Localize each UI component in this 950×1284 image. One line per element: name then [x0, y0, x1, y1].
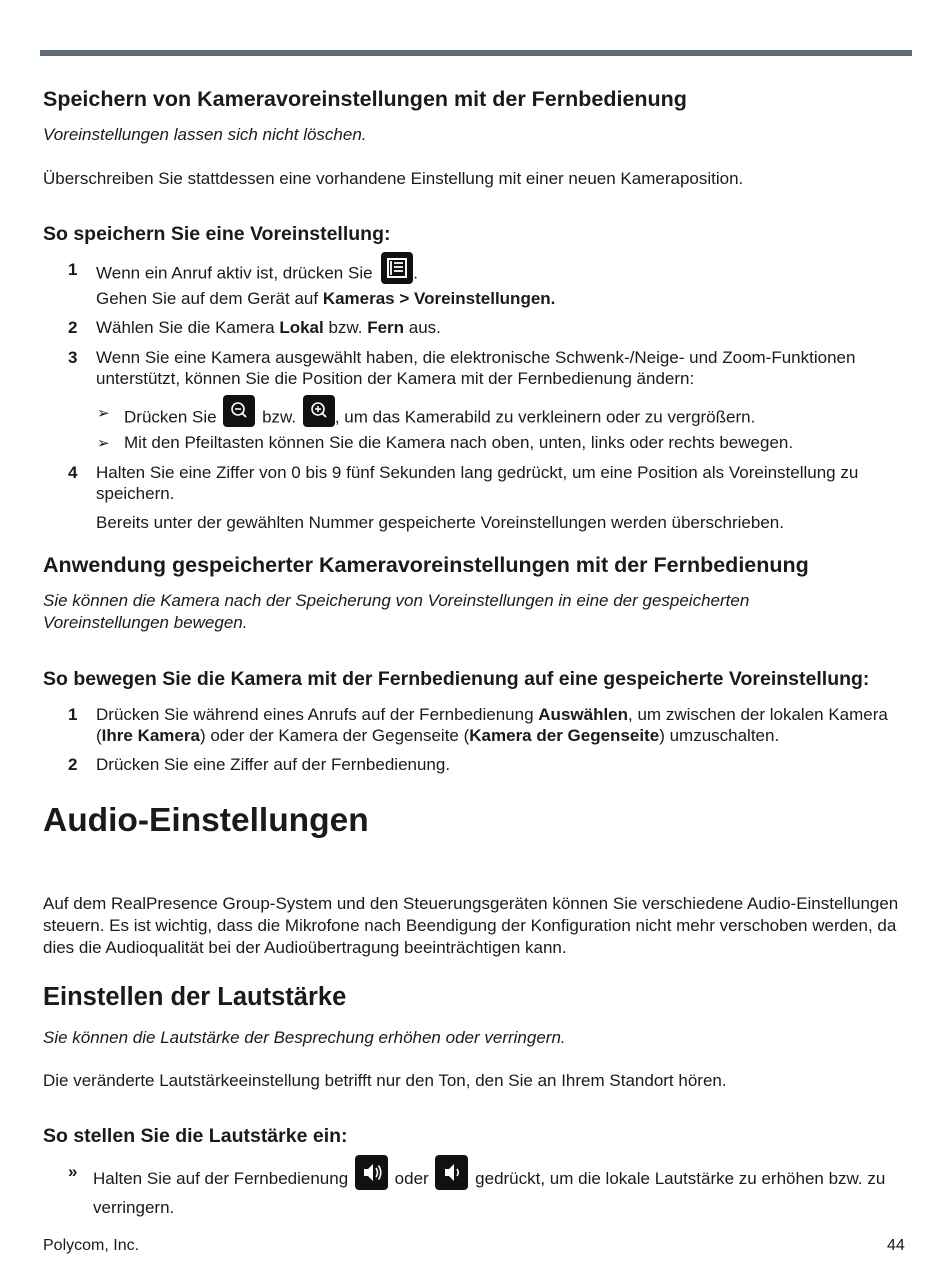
zoom-out-key-icon: [223, 395, 255, 427]
header-rule: [40, 50, 912, 56]
step-text: [96, 317, 441, 338]
procedure-title: So bewegen Sie die Kamera mit der Fernbedienung auf eine gespeicherte Voreinstellung:: [43, 668, 870, 690]
step-number: 2: [68, 318, 78, 337]
step-number: 2: [68, 755, 78, 774]
step-text: Halten Sie eine Ziffer von 0 bis 9 fünf Sekunden lang gedrückt, um eine Position als Voreinstellung zu speichern.: [96, 463, 859, 503]
bullet-text: Mit den Pfeiltasten können Sie die Kamera nach oben, unten, links oder rechts bewegen.: [124, 433, 794, 452]
volume-down-key-icon: [435, 1155, 468, 1190]
step-number: 3: [68, 348, 78, 367]
section-title-save-presets: Speichern von Kameravoreinstellungen mit der Fernbedienung: [43, 87, 687, 111]
step-text-part: bzw.: [323, 318, 368, 337]
step-text-part: ) oder der Kamera der Gegenseite (: [199, 726, 470, 745]
bullet-marker: »: [68, 1162, 78, 1181]
arrow-bullet-icon: ➢: [97, 405, 110, 422]
bullet-text-part: Drücken Sie: [124, 407, 217, 427]
zoom-out-glyph: [223, 395, 255, 427]
step-text-part: Wählen Sie die Kamera: [96, 318, 280, 337]
ui-term: Kamera der Gegenseite: [469, 726, 660, 745]
step-number: 1: [68, 260, 78, 279]
bullet-text: [93, 1162, 908, 1218]
bullet-text-part: bzw.: [262, 407, 297, 427]
menu-key-icon: [381, 252, 413, 284]
step-text: [96, 258, 418, 290]
volume-down-glyph: [435, 1155, 468, 1190]
page-number: 44: [887, 1237, 905, 1254]
volume-up-glyph: [355, 1155, 388, 1190]
step-text-part: aus.: [404, 318, 441, 337]
step-number: 4: [68, 463, 78, 482]
step-subtext: Bereits unter der gewählten Nummer gespeicherte Voreinstellungen werden überschrieben.: [96, 513, 784, 532]
step-subtext: [96, 288, 555, 309]
section-title-apply-presets: Anwendung gespeicherter Kameravoreinstellungen mit der Fernbedienung: [43, 553, 809, 577]
ui-term: Ihre Kamera: [101, 726, 200, 745]
bullet-text-part: Halten Sie auf der Fernbedienung: [93, 1168, 349, 1188]
chapter-paragraph: Auf dem RealPresence Group-System und den Steuerungsgeräten können Sie verschiedene Audio-Einstellungen steuern. Es ist wichtig, dass die Mikrofone nach Beendigung der Konfiguration nicht mehr verschoben werden, da dies die Audioqualität bei der Audioübertragung beeinträchtigen kann.: [43, 894, 899, 957]
step-text: Wenn Sie eine Kamera ausgewählt haben, die elektronische Schwenk-/Neige- und Zoom-Funktionen unterstützt, können Sie die Position der Kamera mit der Fernbedienung ändern:: [96, 348, 856, 388]
step-text-part: , um zwischen der lokalen Kamera (: [96, 705, 888, 745]
section-paragraph: Die veränderte Lautstärkeeinstellung betrifft nur den Ton, den Sie an Ihrem Standort hören.: [43, 1071, 727, 1090]
step-text-part: Drücken Sie während eines Anrufs auf der Fernbedienung: [96, 705, 539, 724]
chapter-title: Audio-Einstellungen: [43, 802, 369, 839]
zoom-in-key-icon: [303, 395, 335, 427]
menu-glyph: [381, 252, 413, 284]
footer-company: Polycom, Inc.: [43, 1237, 140, 1254]
step-text: [96, 704, 916, 746]
menu-path: Kameras > Voreinstellungen.: [322, 289, 556, 308]
bullet-text-part: oder: [394, 1168, 429, 1188]
step-number: 1: [68, 705, 78, 724]
step-text-part: Wenn ein Anruf aktiv ist, drücken Sie: [96, 263, 373, 283]
ui-term: Lokal: [279, 318, 324, 337]
bullet-text-part: gedrückt, um die lokale Lautstärke zu erhöhen bzw. zu verringern.: [93, 1168, 886, 1217]
section-intro: Sie können die Kamera nach der Speicherung von Voreinstellungen in eine der gespeicherten Voreinstellungen bewegen.: [43, 591, 750, 632]
section-intro: Voreinstellungen lassen sich nicht löschen.: [43, 125, 367, 144]
volume-up-key-icon: [355, 1155, 388, 1190]
ui-term: Fern: [367, 318, 405, 337]
procedure-title: So stellen Sie die Lautstärke ein:: [43, 1125, 348, 1147]
step-subtext-a: Gehen Sie auf dem Gerät auf: [96, 289, 323, 308]
section-intro: Sie können die Lautstärke der Besprechung erhöhen oder verringern.: [43, 1028, 566, 1047]
arrow-bullet-icon: ➢: [97, 435, 110, 452]
section-paragraph: Überschreiben Sie stattdessen eine vorhandene Einstellung mit einer neuen Kameraposition.: [43, 169, 744, 188]
step-text-part: ) umzuschalten.: [659, 726, 780, 745]
bullet-text: [124, 402, 755, 434]
step-text-end: .: [413, 263, 419, 283]
ui-term: Auswählen: [538, 705, 629, 724]
bullet-text-part: , um das Kamerabild zu verkleinern oder zu vergrößern.: [334, 407, 756, 427]
procedure-title: So speichern Sie eine Voreinstellung:: [43, 223, 391, 245]
section-title-volume: Einstellen der Lautstärke: [43, 983, 347, 1011]
zoom-in-glyph: [303, 395, 335, 427]
step-text: Drücken Sie eine Ziffer auf der Fernbedienung.: [96, 755, 451, 774]
